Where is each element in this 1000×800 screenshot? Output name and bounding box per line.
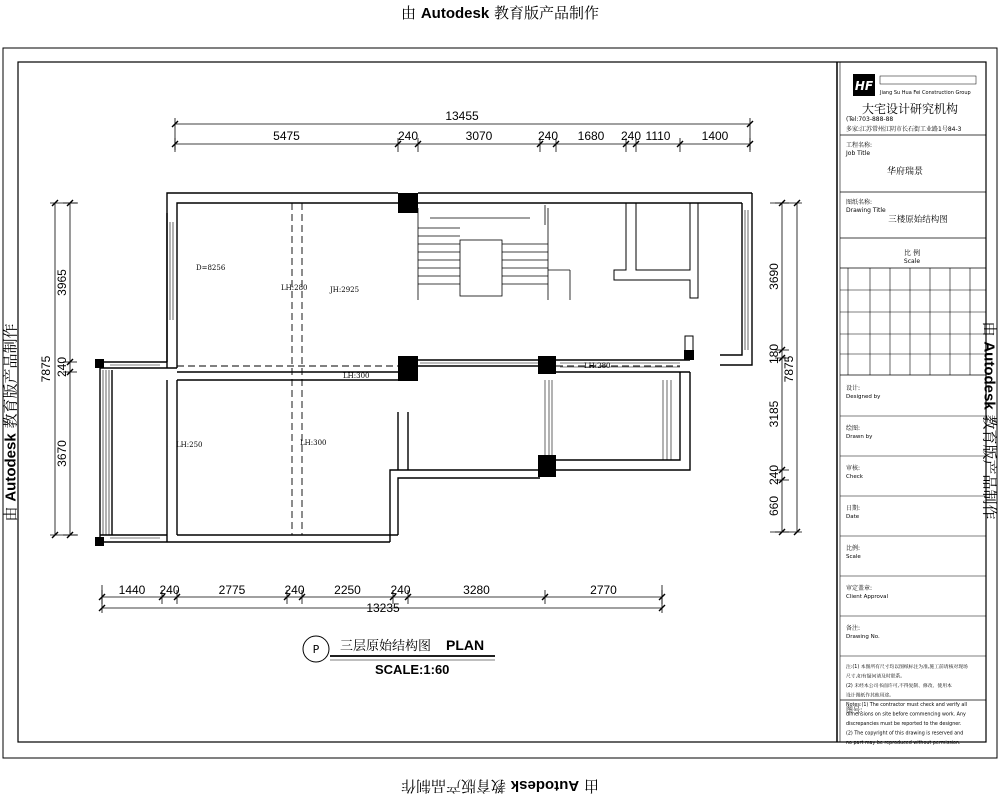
title-row-label: 日期: (846, 505, 861, 512)
title-note-line: no part may be reproduced without permission. (846, 741, 961, 746)
dimension-label: 660 (767, 495, 781, 517)
dimension-label: 240 (284, 583, 305, 597)
dimension-label: 2770 (590, 583, 617, 597)
plan-badge: P (312, 643, 320, 656)
title-row-label-en: Drawn by (846, 434, 873, 440)
dimension-label: 240 (767, 464, 781, 486)
title-block (837, 62, 986, 746)
title-row-label: 设计: (846, 385, 861, 392)
scale-label: 比 例 (903, 249, 921, 257)
watermark-top: 由 Autodesk 教育版产品制作 (401, 4, 599, 22)
dimension-label: 3070 (465, 129, 493, 143)
address-line-2: 多家:江苏常州江阴市长石街工业路1号84-3 (846, 126, 962, 133)
drawing-label-en: Drawing Title (846, 207, 886, 214)
room-label: LH:280 (281, 284, 308, 292)
dimension-label: 240 (620, 129, 642, 143)
title-row-label-en: Scale (846, 554, 861, 560)
dimension-label: 2775 (218, 583, 246, 597)
title-note-line: discrepancies must be reported to the designer. (846, 722, 962, 727)
dimension-total-right: 7875 (782, 355, 796, 383)
title-note-line: (2) The copyright of this drawing is reserved and (846, 731, 964, 737)
floor-plan (95, 193, 752, 546)
title-row-label: 比例: (846, 545, 861, 552)
svg-text:HF: HF (854, 79, 874, 93)
dimension-label: 1110 (645, 129, 671, 143)
staircase (418, 205, 570, 300)
title-row-label: 备注: (846, 625, 861, 632)
title-note-line: 设计图纸作其他用途。 (846, 693, 894, 699)
room-label: LH:280 (584, 362, 611, 370)
room-label: LH:300 (300, 439, 327, 447)
title-note-line: dimensions on site before commencing work. Any (846, 712, 966, 718)
dimension-label: 1400 (701, 129, 729, 143)
inner-frame (18, 62, 986, 742)
dimension-label: 240 (55, 356, 69, 378)
dimension-total-left: 7875 (39, 355, 53, 383)
title-notes (846, 663, 968, 746)
room-label: LH:250 (176, 441, 203, 449)
plan-title-block (303, 636, 495, 677)
top-right-room (614, 203, 698, 352)
dimension-label: 3690 (767, 263, 781, 290)
plan-title-en: PLAN (446, 637, 485, 653)
drawing-number-label: 图号: (846, 706, 863, 714)
dimension-label: 180 (767, 343, 781, 365)
title-row-label-en: Drawing No. (846, 634, 880, 640)
dimension-label: 5475 (273, 129, 300, 143)
watermark-bottom: 由 Autodesk 教育版产品制作 (401, 777, 599, 795)
title-row-label-en: Designed by (846, 394, 881, 400)
scale-label-en: Scale (903, 258, 921, 265)
company-name: 大宅设计研究机构 (861, 102, 959, 116)
project-label: 工程名称: (846, 142, 873, 149)
dimension-label: 1680 (577, 129, 605, 143)
room-label: JH:2925 (330, 286, 360, 294)
address-line-1: (Tel:703-888-88 (846, 116, 894, 123)
dimension-label: 1440 (118, 583, 146, 597)
title-row-label-en: Client Approval (846, 594, 889, 600)
title-note-line: 尺寸,如有疑问请及时联系。 (846, 674, 906, 680)
watermark-left: 由 Autodesk 教育版产品制作 (1, 323, 20, 522)
title-note-line: Notes:(1) The contractor must check and verify all (846, 703, 967, 708)
dimension-label: 2250 (334, 583, 361, 597)
dimension-total-top: 13455 (445, 109, 479, 123)
dimension-label: 240 (390, 583, 411, 597)
dimension-label: 3670 (55, 440, 69, 467)
svg-text:Jiang Su Hua Fei Construction: Jiang Su Hua Fei Construction Group (880, 90, 971, 96)
dimension-label: 3185 (767, 400, 781, 428)
plan-title-cn: 三层原始结构图 (340, 639, 432, 654)
title-row-label: 审核: (846, 465, 861, 472)
room-label: LH:300 (343, 372, 370, 380)
dimension-label: 240 (397, 129, 419, 143)
exterior-walls (100, 193, 752, 542)
plan-scale: SCALE:1:60 (375, 662, 450, 677)
title-rows (840, 384, 986, 656)
dimension-label: 240 (537, 129, 559, 143)
dimension-label: 240 (159, 583, 180, 597)
drawing-name: 三楼原始结构图 (888, 215, 948, 225)
title-row-label-en: Date (846, 514, 860, 520)
dimension-label: 3965 (55, 269, 69, 296)
title-row-label: 审定盖章: (846, 585, 873, 592)
room-label: D=8256 (196, 264, 226, 272)
title-row-label: 绘图: (846, 425, 861, 432)
dimension-total-bottom: 13235 (366, 601, 400, 615)
windows (103, 210, 748, 538)
project-name: 华府瑞景 (886, 167, 924, 177)
project-label-en: Job Title (846, 150, 871, 157)
title-note-line: 注:(1) 本图所有尺寸均以图纸标注为准,施工前请核对现场 (846, 665, 968, 670)
title-grid (840, 268, 986, 375)
dimension-label: 3280 (463, 583, 490, 597)
company-logo-icon (853, 74, 976, 96)
drawing-label: 图纸名称: (846, 199, 873, 206)
title-note-line: (2) 未经本公司书面许可,不得复制、修改、使用本 (846, 684, 952, 689)
watermark-right: 由 Autodesk 教育版产品制作 (980, 321, 999, 520)
title-row-label-en: Check (846, 474, 863, 480)
